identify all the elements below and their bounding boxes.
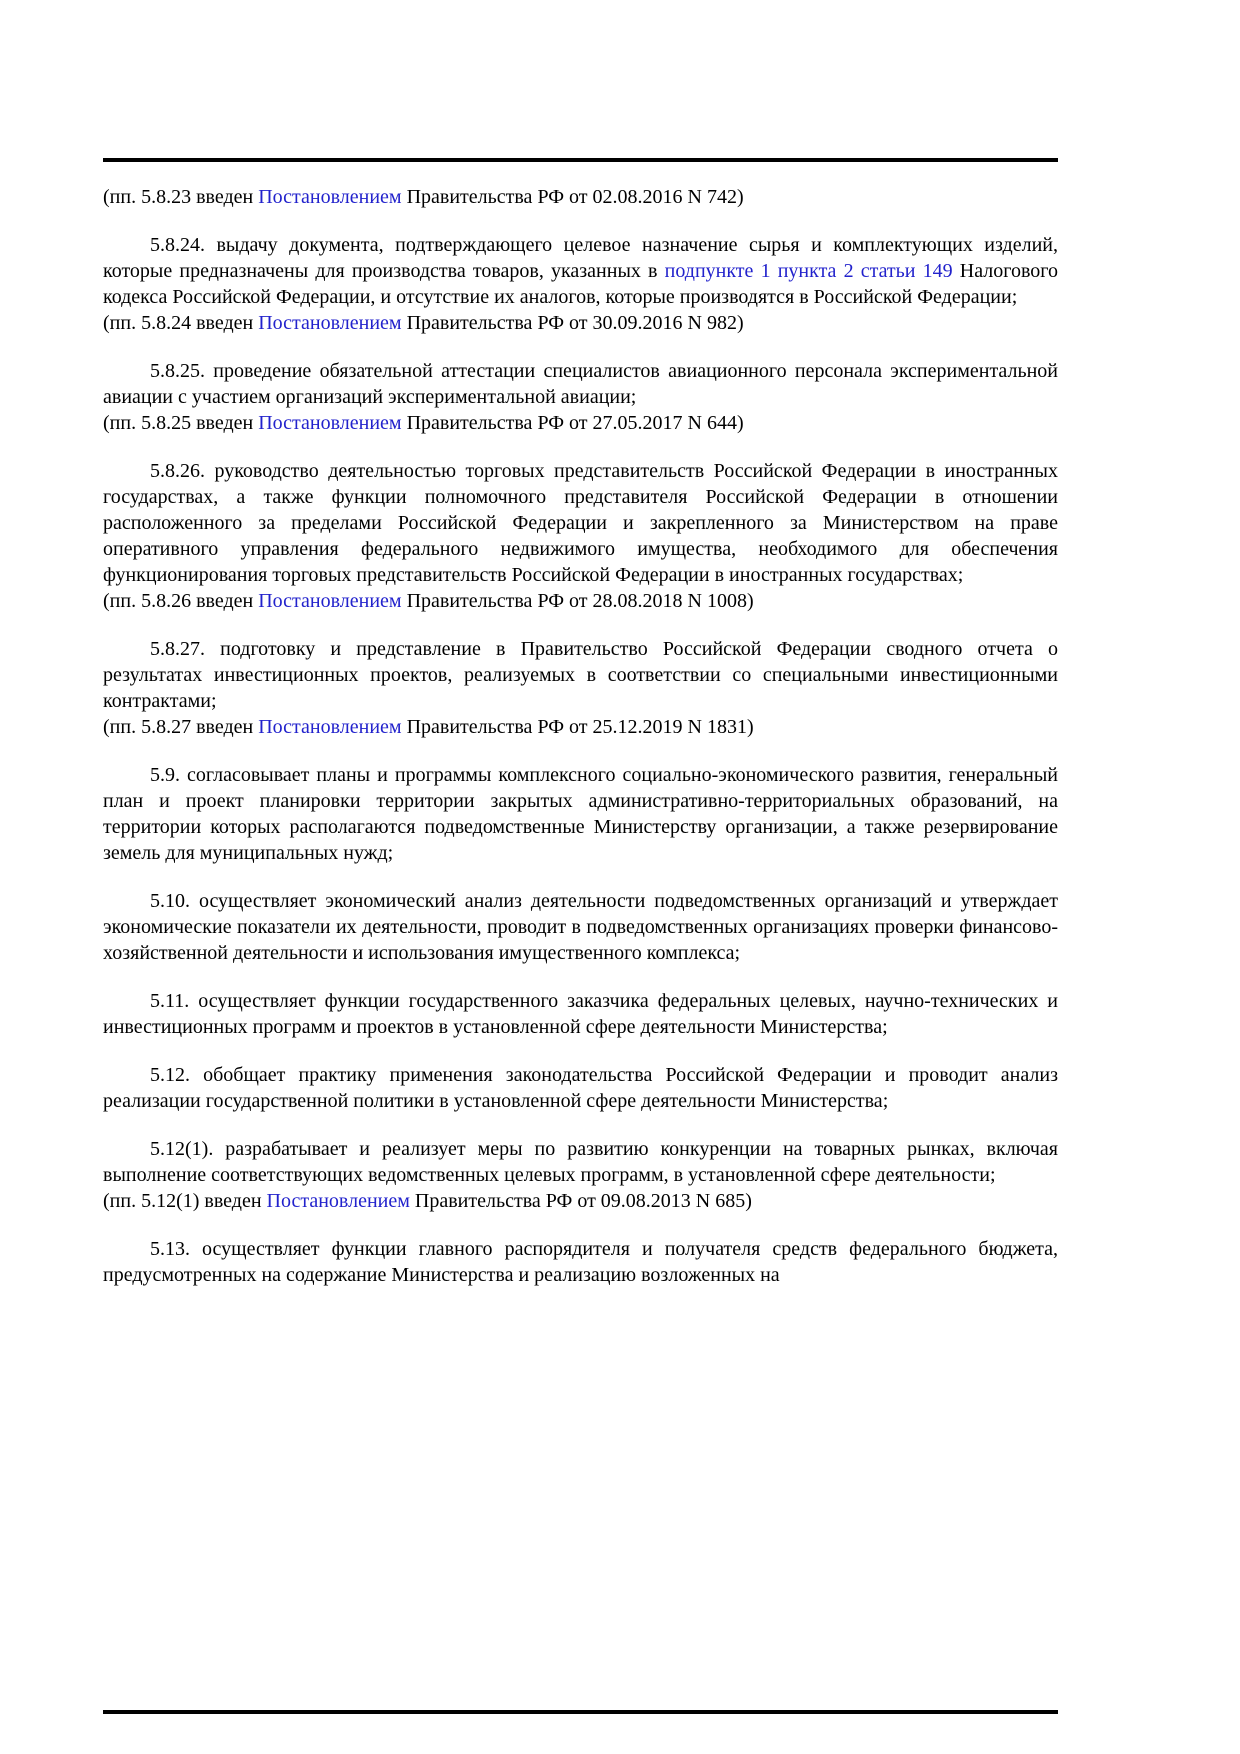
text-run: Правительства РФ от 02.08.2016 N 742) [401,186,744,208]
text-run: (пп. 5.12(1) введен [103,1190,267,1212]
body-paragraph [103,1062,1058,1114]
amendment-note [103,184,1058,210]
text-run: 5.12. обобщает практику применения законодательства Российской Федерации и проводит анализ реализации государственной политики в установленной сфере деятельности Министерства; [103,1064,1058,1112]
text-run: Правительства РФ от 30.09.2016 N 982) [401,312,744,334]
text-run: Правительства РФ от 28.08.2018 N 1008) [401,590,754,612]
body-paragraph [103,1136,1058,1188]
body-paragraph [103,988,1058,1040]
document-link[interactable]: Постановлением [258,590,402,612]
text-run: 5.8.26. руководство деятельностью торговых представительств Российской Федерации в иностранных государствах, а также функции полномочного представителя Российской Федерации в отношении расположенного за пределами Российской Федерации и закрепленного за Министерством на праве оперативного управления федерального недвижимого имущества, необходимого для обеспечения функционирования торговых представительств Российской Федерации в иностранных государствах; [103,460,1058,586]
amendment-note [103,410,1058,436]
document-link[interactable]: Постановлением [258,716,402,738]
page-footer-rule [103,1710,1058,1714]
body-paragraph [103,888,1058,966]
amendment-note [103,588,1058,614]
text-run: 5.13. осуществляет функции главного распорядителя и получателя средств федерального бюджета, предусмотренных на содержание Министерства и реализацию возложенных на [103,1238,1058,1286]
document-link[interactable]: Постановлением [258,312,402,334]
document-link[interactable]: Постановлением [266,1190,410,1212]
body-paragraph [103,358,1058,410]
text-run: 5.10. осуществляет экономический анализ деятельности подведомственных организаций и утверждает экономические показатели их деятельности, проводит в подведомственных организациях проверки финансово-хозяйственной деятельности и использования имущественного комплекса; [103,890,1058,964]
text-run: (пп. 5.8.24 введен [103,312,259,334]
body-paragraph [103,232,1058,310]
text-run: (пп. 5.8.27 введен [103,716,259,738]
text-run: 5.8.25. проведение обязательной аттестации специалистов авиационного персонала экспериментальной авиации с участием организаций экспериментальной авиации; [103,360,1058,408]
page-header-rule [103,158,1058,162]
document-link[interactable]: подпункте 1 пункта 2 статьи 149 [664,260,953,282]
amendment-note [103,310,1058,336]
text-run: Налогового кодекса Российской Федерации, и отсутствие их аналогов, которые производятся в Российской Федерации; [103,260,1058,308]
text-run: 5.12(1). разрабатывает и реализует меры по развитию конкуренции на товарных рынках, включая выполнение соответствующих ведомственных целевых программ, в установленной сфере деятельности; [103,1138,1058,1186]
body-paragraph [103,762,1058,866]
document-link[interactable]: Постановлением [258,186,402,208]
amendment-note [103,1188,1058,1214]
text-run: Правительства РФ от 27.05.2017 N 644) [401,412,744,434]
text-run: (пп. 5.8.23 введен [103,186,259,208]
text-run: Правительства РФ от 25.12.2019 N 1831) [401,716,754,738]
document-body [103,184,1058,1288]
text-run: 5.8.24. выдачу документа, подтверждающего целевое назначение сырья и комплектующих изделий, которые предназначены для производства товаров, указанных в [103,234,1058,282]
body-paragraph [103,1236,1058,1288]
text-run: 5.8.27. подготовку и представление в Правительство Российской Федерации сводного отчета о результатах инвестиционных проектов, реализуемых в соответствии со специальными инвестиционными контрактами; [103,638,1058,712]
body-paragraph [103,636,1058,714]
text-run: 5.9. согласовывает планы и программы комплексного социально-экономического развития, генеральный план и проект планировки территории закрытых административно-территориальных образований, на территории которых располагаются подведомственные Министерству организации, а также резервирование земель для муниципальных нужд; [103,764,1058,864]
amendment-note [103,714,1058,740]
text-run: Правительства РФ от 09.08.2013 N 685) [409,1190,752,1212]
text-run: 5.11. осуществляет функции государственного заказчика федеральных целевых, научно-технических и инвестиционных программ и проектов в установленной сфере деятельности Министерства; [103,990,1058,1038]
body-paragraph [103,458,1058,588]
document-link[interactable]: Постановлением [258,412,402,434]
text-run: (пп. 5.8.26 введен [103,590,259,612]
text-run: (пп. 5.8.25 введен [103,412,259,434]
